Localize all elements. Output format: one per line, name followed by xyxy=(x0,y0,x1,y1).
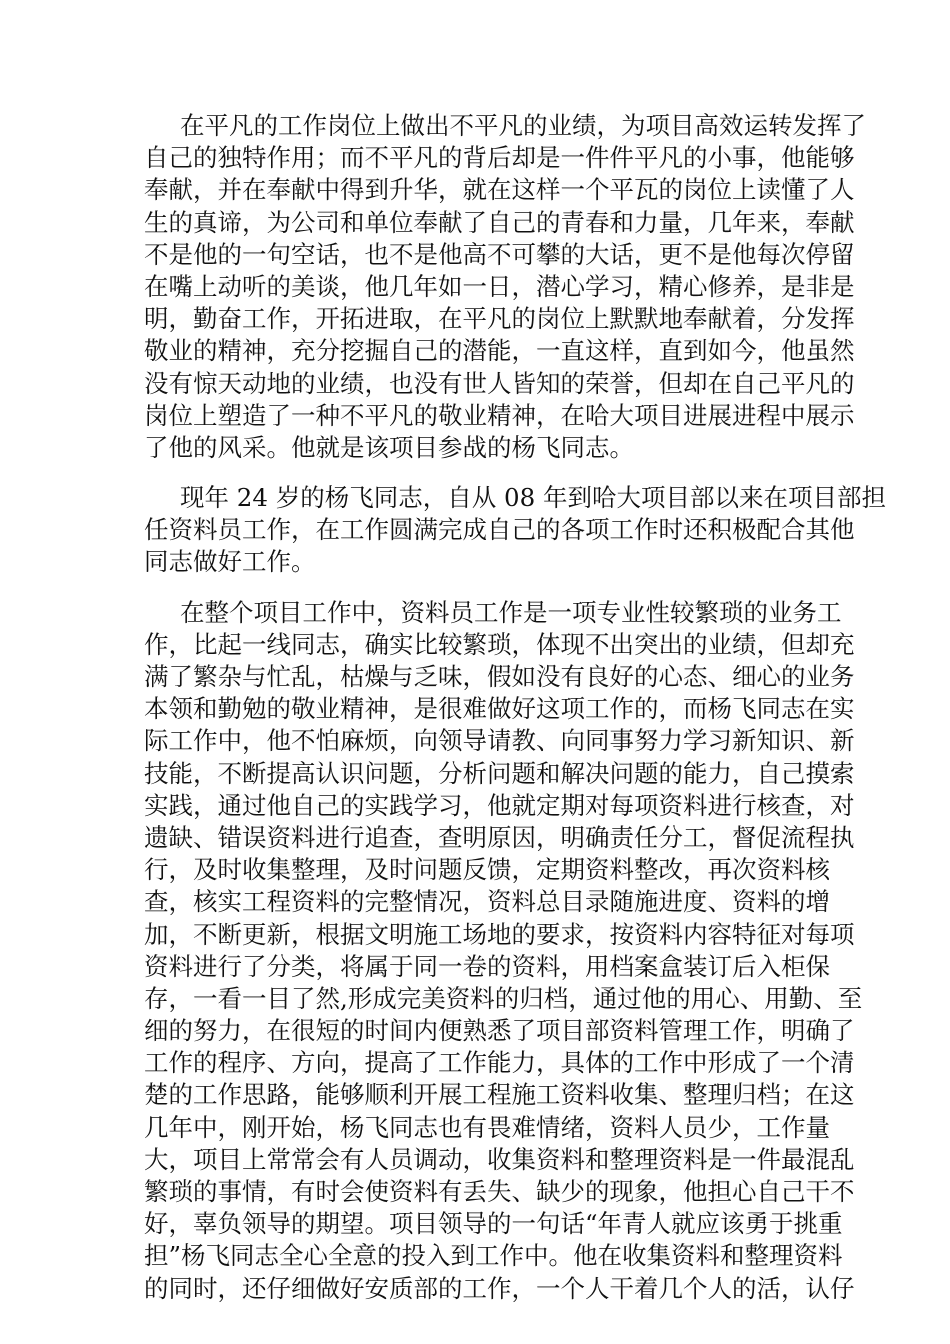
text-line: 在整个项目工作中，资料员工作是一项专业性较繁琐的业务工 xyxy=(180,597,842,627)
text-line: 任资料员工作，在工作圆满完成自己的各项工作时还积极配合其他 xyxy=(144,515,855,545)
text-line: 的同时，还仔细做好安质部的工作，一个人干着几个人的活，认仔 xyxy=(144,1273,855,1303)
text-line: 满了繁杂与忙乱，枯燥与乏味，假如没有良好的心态、细心的业务 xyxy=(144,662,855,691)
text-line: 本领和勤勉的敬业精神，是很难做好这项工作的，而杨飞同志在实 xyxy=(144,694,855,724)
text-line: 实践，通过他自己的实践学习，他就定期对每项资料进行核查，对 xyxy=(144,790,855,820)
text-line: 技能，不断提高认识问题，分析问题和解决问题的能力，自己摸索 xyxy=(144,758,855,788)
text-line: 敬业的精神，充分挖掘自己的潜能，一直这样，直到如今，他虽然 xyxy=(144,336,855,366)
text-line: 奉献，并在奉献中得到升华，就在这样一个平瓦的岗位上读懂了人 xyxy=(144,175,855,205)
text-line: 繁琐的事情，有时会使资料有丢失、缺少的现象，他担心自己干不 xyxy=(144,1177,855,1206)
text-line: 大，项目上常常会有人员调动，收集资料和整理资料是一件最混乱 xyxy=(144,1144,855,1174)
paragraph-work-details xyxy=(144,597,863,1305)
text-line: 际工作中，他不怕麻烦，向领导请教、向同事努力学习新知识、新 xyxy=(144,726,855,756)
text-line: 了他的风采。他就是该项目参战的杨飞同志。 xyxy=(144,432,634,462)
text-line: 现年 24 岁的杨飞同志，自从 08 年到哈大项目部以来在项目部担 xyxy=(180,483,886,513)
document-body xyxy=(144,110,886,1323)
text-line: 作，比起一线同志，确实比较繁琐，体现不出突出的业绩，但却充 xyxy=(144,629,855,659)
text-line: 加，不断更新，根据文明施工场地的要求，按资料内容特征对每项 xyxy=(144,919,855,949)
text-line: 在平凡的工作岗位上做出不平凡的业绩，为项目高效运转发挥了 xyxy=(180,111,866,140)
text-line: 存，一看一目了然,形成完美资料的归档，通过他的用心、用勤、至 xyxy=(144,983,863,1013)
text-line: 自己的独特作用；而不平凡的背后却是一件件平凡的小事，他能够 xyxy=(144,143,855,173)
text-line: 行，及时收集整理，及时问题反馈，定期资料整改，再次资料核 xyxy=(144,855,830,885)
text-line: 好，辜负领导的期望。项目领导的一句话“年青人就应该勇于挑重 xyxy=(144,1209,843,1239)
text-line: 资料进行了分类，将属于同一卷的资料，用档案盒装订后入柜保 xyxy=(144,951,830,981)
text-line: 查，核实工程资料的完整情况，资料总目录随施进度、资料的增 xyxy=(144,887,830,917)
text-line: 生的真谛，为公司和单位奉献了自己的青春和力量，几年来，奉献 xyxy=(144,207,855,237)
text-line: 在嘴上动听的美谈，他几年如一日，潜心学习，精心修养，是非是 xyxy=(144,271,855,301)
text-line: 不是他的一句空话，也不是他高不可攀的大话，更不是他每次停留 xyxy=(144,239,855,269)
text-line: 遗缺、错误资料进行追查，查明原因，明确责任分工，督促流程执 xyxy=(144,822,855,852)
text-line: 同志做好工作。 xyxy=(144,547,316,577)
paragraph-intro xyxy=(144,110,866,464)
text-line: 几年中，刚开始，杨飞同志也有畏难情绪，资料人员少，工作量 xyxy=(144,1112,830,1142)
text-line: 工作的程序、方向，提高了工作能力，具体的工作中形成了一个清 xyxy=(144,1048,855,1078)
text-line: 岗位上塑造了一种不平凡的敬业精神，在哈大项目进展进程中展示 xyxy=(144,400,855,430)
text-line: 没有惊天动地的业绩，也没有世人皆知的荣誉，但却在自己平凡的 xyxy=(144,368,855,398)
text-line: 细的努力，在很短的时间内便熟悉了项目部资料管理工作，明确了 xyxy=(144,1016,855,1046)
text-line: 担”杨飞同志全心全意的投入到工作中。他在收集资料和整理资料 xyxy=(144,1241,843,1271)
text-line: 明，勤奋工作，开拓进取，在平凡的岗位上默默地奉献着，分发挥 xyxy=(144,304,855,334)
paragraph-profile xyxy=(144,482,886,579)
text-line: 楚的工作思路，能够顺利开展工程施工资料收集、整理归档；在这 xyxy=(144,1080,855,1110)
